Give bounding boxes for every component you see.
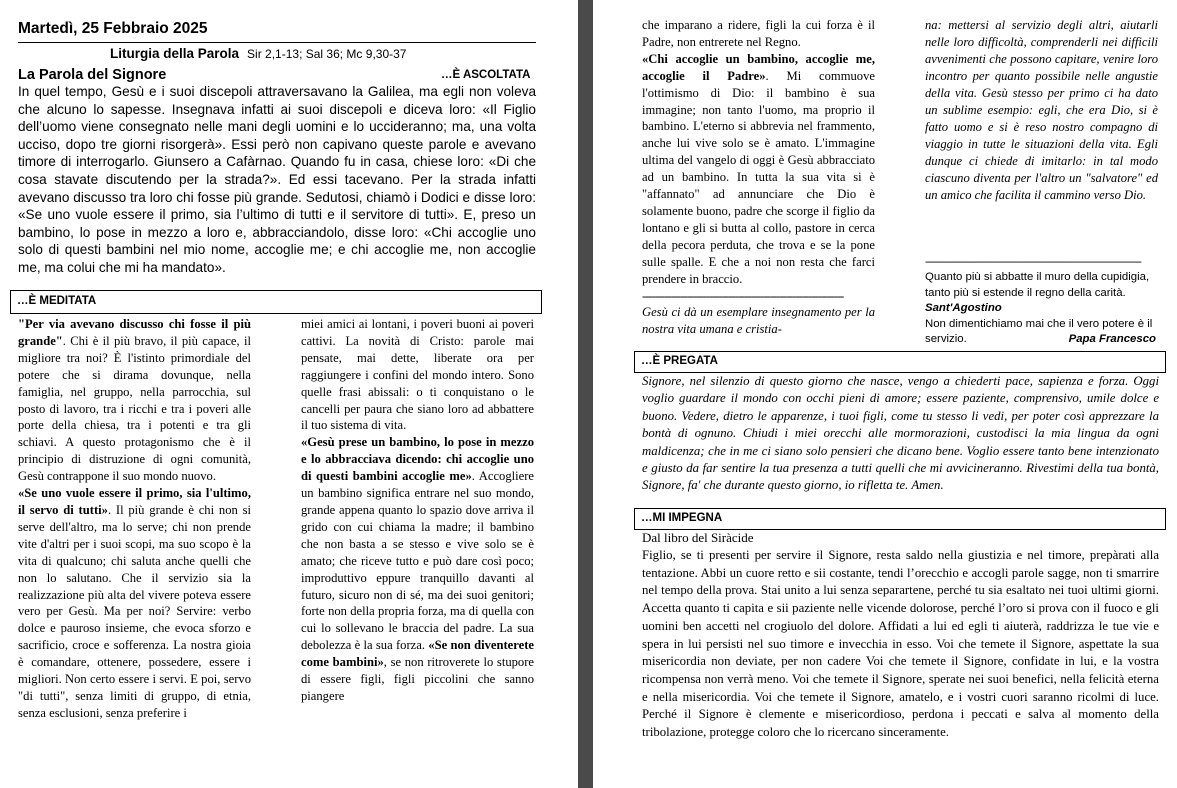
ascoltata-label: …È ASCOLTATA <box>441 69 531 81</box>
reflection-text: . Mi commuove l'ottimismo di Dio: il bambino è sua immagine; non tanto l'uomo, ma proprio il bambino. L'eterno si abbrevia nel frammento, anche lui vive solo se è amato. L'immagine ultima del vangelo di oggi è Gesù abbracciato ad un bambino. In tutta la sua vita si è "affannato" ad annunciare che Dio è solamente buono, padre che scorge il figlio da lontano e gli si butta al collo, pastore in cerca della pecora perduta, che trova e se la pone sulle spalle. E che a noi non resta che farci prendere in braccio. <box>642 68 875 286</box>
reflection-column-1 <box>642 17 875 350</box>
header-rule <box>18 42 536 43</box>
meditation-paragraph <box>18 316 251 485</box>
quote-author: Sant'Agostino <box>925 302 1002 314</box>
liturgy-title: Liturgia della Parola <box>110 46 240 61</box>
reflection-italic-text: na: mettersi al servizio degli altri, aiutarli nelle loro difficoltà, comprenderli nei difficili avvenimenti che possono capitare, venire loro incontro per quanto possibile nelle angustie della vita. Gesù stesso per primo ci ha dato un sublime esempio: egli, che era Dio, si è fatto uomo e si è reso nostro compagno di viaggio in tutte le situazioni della vita. Egli dunque ci chiede di imitarlo: in tal modo ciascuno diventa per l'altro un "salvatore" ed un amico che facilita il cammino verso Dio. <box>925 18 1158 202</box>
quote-author: Papa Francesco <box>1068 333 1156 345</box>
meditation-paragraph <box>301 434 534 705</box>
prayer-text: Signore, nel silenzio di questo giorno che nasce, vengo a chiederti pace, sapienza e forza. Oggi voglio guardare il mondo con occhi pieni di amore; essere paziente, comprensivo, umile dolce e buono. Vedere, dietro le apparenze, i tuoi figli, come tu stesso li vedi, per poter così apprezzare la bontà di ognuno. Chiudi i miei orecchi alle mormorazioni, custodisci la mia lingua da ogni maldicenza; che in me ci siano solo pensieri che dicano bene. Voglio essere tanto bene intenzionato e giusto da far sentire la tua presenza a tutti quelli che mi avvicineranno. Rivestimi della tua bontà, Signore, fa' che durante questo giorno, io rifletta te. Amen. <box>642 374 1159 493</box>
reflection-quote: «Chi accoglie un bambino, accoglie me, accoglie il Padre» <box>642 51 875 83</box>
reflection-italic-text: Gesù ci dà un esemplare insegnamento per la nostra vita umana e cristia- <box>642 305 875 337</box>
quote-francesco <box>925 317 1158 348</box>
meditata-label: …È MEDITATA <box>17 295 97 307</box>
quote-agostino <box>925 270 1158 317</box>
quote-text: Non dimentichiamo mai che il vero potere è il servizio. <box>925 317 1153 345</box>
meditation-paragraph <box>301 316 534 434</box>
impegna-source: Dal libro del Siràcide <box>642 530 754 545</box>
parola-title: La Parola del Signore <box>18 67 167 83</box>
meditation-text: . Accogliere un bambino significa entrare nel suo mondo, grande appena quanto lo spazio dove arriva il grido con cui chiama la madre; il bambino che non basta a se stesso e vive solo se è amato; che riceve tutto e può dare così poco; improduttivo eppure tranquillo davanti al futuro, sicuro non di sé, ma dei suoi genitori; forte non della propria forza, ma di quella con cui lo sollevano le braccia del padre. La sua debolezza è la sua forza. <box>301 469 534 653</box>
liturgy-header <box>110 46 406 61</box>
meditation-quote: «Se uno vuole essere il primo, sia l'ultimo, il servo di tutti» <box>18 486 251 517</box>
reflection-paragraph <box>642 51 875 288</box>
impegna-section-header <box>634 508 1166 530</box>
separator-dashes: ------------------------------------------------------------------------ <box>925 254 1141 268</box>
date-heading: Martedì, 25 Febbraio 2025 <box>18 20 208 37</box>
meditation-text: , se non ritroverete lo stupore di essere figli, figli piccolini che sanno piangere <box>301 655 534 703</box>
meditation-paragraph <box>18 485 251 722</box>
right-page <box>593 0 1177 788</box>
meditation-text: miei amici ai lontani, i poveri buoni ai poveri cattivi. La novità di Cristo: parole mai pensate, mai dette, liberate ora per raggiungere i confini del mondo intero. Sono quelle frasi abissali: o ti conquistano o le cancelli per paura che siano loro ad abbattere il tuo sistema di vita. <box>301 317 534 433</box>
pregata-label: …È PREGATA <box>641 355 718 367</box>
meditata-section-header <box>10 290 542 314</box>
page-gutter <box>578 0 593 788</box>
quote-text: Quanto più si abbatte il muro della cupidigia, tanto più si estende il regno della carità. <box>925 271 1150 299</box>
meditation-column-1 <box>18 316 251 722</box>
reflection-paragraph <box>642 17 875 51</box>
meditation-text: . Il più grande è chi non si serve dell'altro, ma lo serve; chi non prende vite d'altri per i suoi scopi, ma suo scopo è la vita di qualcuno; chi saluta anche quelli che non lo salutano. Che il servizio sia la realizzazione più alta del vivere poteva essere vero per Gesù. Ma per noi? Servire: verbo dolce e pauroso insieme, che evoca sforzo e sacrificio, croce e sofferenza. La nostra gioia è comandare, ottenere, possedere, essere i migliori. Non certo essere i servi. E poi, servo "di tutti", senza limiti di gruppo, di etnia, senza esclusioni, senza preferire i <box>18 502 251 720</box>
liturgy-refs: Sir 2,1-13; Sal 36; Mc 9,30-37 <box>247 47 407 61</box>
meditation-column-2 <box>301 316 534 705</box>
reflection-text: che imparano a ridere, figli la cui forza è il Padre, non entrerete nel Regno. <box>642 18 875 49</box>
left-page <box>0 0 578 788</box>
impegna-text: Figlio, se ti presenti per servire il Signore, resta saldo nella giustizia e nel timore, prepàrati alla tentazione. Abbi un cuore retto e sii costante, tendi l’orecchio e accogli parole sagge, non ti smarrire nel tempo della prova. Stai unito a lui senza separartene, perché tu sia esaltato nei tuoi ultimi giorni. Accetta quanto ti capita e sii paziente nelle vicende dolorose, perché l’oro si prova con il fuoco e gli uomini ben accetti nel crogiuolo del dolore. Affidati a lui ed egli ti aiuterà, raddrizza le tue vie e spera in lui persisti nel suo timore e invecchia in esso. Voi che temete il Signore, aspettate la sua misericordia non deviate, per non cadere Voi che temete il Signore, confidate in lui, e la vostra ricompensa non verrà meno. Voi che temete il Signore, sperate nei suoi benefici, nella felicità eterna e nella misericordia. Voi che temete il Signore, amatelo, e i vostri cuori saranno ricolmi di luce. Perché il Signore è clemente e misericordioso, perdona i peccati e salva al momento della tribolazione, protegge coloro che lo ricercano sinceramente. <box>642 548 1159 740</box>
pregata-section-header <box>634 351 1166 373</box>
quotes-block <box>925 270 1158 348</box>
meditation-quote: «Se non diventerete come bambini» <box>301 638 534 670</box>
meditation-quote: «Gesù prese un bambino, lo pose in mezzo e lo abbracciava dicendo: chi accoglie uno di questi bambini accoglie me» <box>301 435 534 484</box>
meditation-quote: "Per via avevano discusso chi fosse il più grande" <box>18 317 251 348</box>
meditation-text: . Chi è il più bravo, il più capace, il migliore tra noi? È l'istinto primordiale del potere che si dirama dovunque, nella famiglia, nel gruppo, nella parrocchia, sul posto di lavoro, tra i ricchi e tra i poveri alle porte della chiesa, tra i potenti e tra gli schiavi. A questo protagonismo che è il principio di distruzione di ogni comunità, Gesù contrappone il suo mondo nuovo. <box>18 333 251 484</box>
impegna-label: …MI IMPEGNA <box>641 512 723 524</box>
gospel-text: In quel tempo, Gesù e i suoi discepoli attraversavano la Galilea, ma egli non voleva che alcuno lo sapesse. Insegnava infatti ai suoi discepoli e diceva loro: «Il Figlio dell’uomo viene consegnato nelle mani degli uomini e lo uccideranno; ma, una volta ucciso, dopo tre giorni risorgerà». Essi però non capivano queste parole e avevano timore di interrogarlo. Giunsero a Cafàrnao. Quando fu in casa, chiese loro: «Di che cosa stavate discutendo per la strada?». Ed essi tacevano. Per la strada infatti avevano discusso tra loro chi fosse più grande. Sedutosi, chiamò i Dodici e disse loro: «Se uno vuole essere il primo, sia l’ultimo di tutti e il servitore di tutti». E, preso un bambino, lo pose in mezzo a loro e, abbracciandolo, disse loro: «Chi accoglie uno solo di questi bambini nel mio nome, accoglie me; e chi accoglie me, non accoglie me, ma colui che mi ha mandato». <box>18 84 536 275</box>
separator-dashes: --------------------------------------------------------------- <box>642 288 844 303</box>
reflection-column-2 <box>925 17 1158 204</box>
